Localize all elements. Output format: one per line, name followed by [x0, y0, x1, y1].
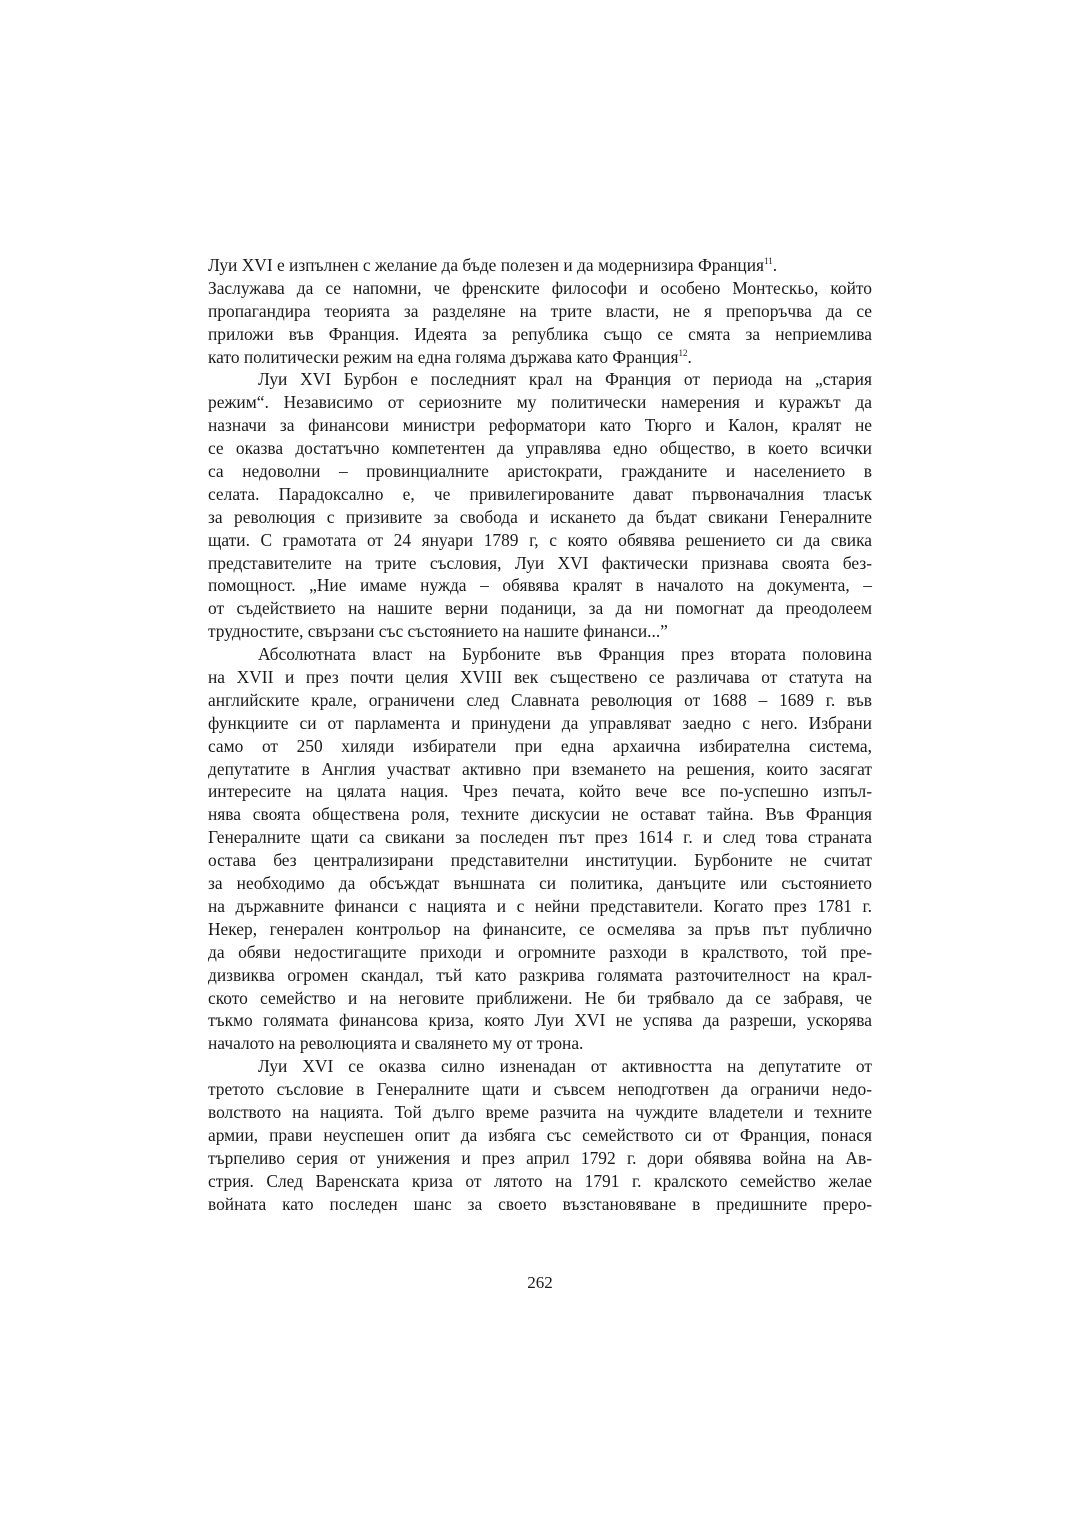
text-line: селата. Парадоксално е, че привилегированите дават първоначалния тласък — [208, 483, 872, 504]
footnote-ref-11[interactable]: 11 — [764, 256, 773, 266]
text-line: за необходимо да обсъждат външната си политика, данъците или състоянието — [208, 873, 872, 894]
text-line: на държавните финанси с нацията и с нейни представители. Когато през 1781 г. — [208, 895, 872, 916]
text-line: Некер, генерален контрольор на финансите, се осмелява за пръв път публично — [208, 918, 872, 939]
text-line: назначи за финансови министри реформатори като Тюрго и Калон, кралят не — [208, 415, 872, 436]
text-line: режим“. Независимо от сериозните му политически намерения и куражът да — [208, 392, 872, 413]
text-line: приложи във Франция. Идеята за република също се смята за неприемлива — [208, 323, 872, 344]
text-line: армии, прави неуспешен опит да избяга със семейството си от Франция, понася — [208, 1124, 872, 1145]
text-line: волството на нацията. Той дълго време разчита на чуждите владетели и техните — [208, 1101, 872, 1122]
text-line: Абсолютната власт на Бурбоните във Франция през втората половина — [258, 644, 872, 665]
text-line: английските крале, ограничени след Славната революция от 1688 – 1689 г. във — [208, 689, 872, 710]
text-line: са недоволни – провинциалните аристократи, гражданите и населението в — [208, 461, 872, 482]
text-line: депутатите в Англия участват активно при вземането на решения, които засягат — [208, 758, 872, 779]
text-line: Луи XVI е изпълнен с желание да бъде полезен и да модернизира Франция$^{11}$. — [208, 255, 778, 275]
footnote-ref-12[interactable]: 12 — [678, 347, 688, 358]
text-line: началото на революцията и свалянето му от трона. — [208, 1033, 584, 1054]
text-line: войната като последен шанс за своето възстановяване в предишните преро- — [208, 1193, 872, 1214]
text-line: интересите на цялата нация. Чрез печата, който вече все по-успешно изпъл- — [208, 781, 872, 802]
text-line: стрия. След Варенската криза от лятото на 1791 г. кралското семейство желае — [208, 1170, 872, 1191]
body-text — [208, 254, 872, 1215]
text-line: функциите си от парламента и принудени да управляват заедно с него. Избрани — [208, 712, 872, 733]
text-line: тъкмо голямата финансова криза, която Луи XVI не успява да разреши, ускорява — [208, 1010, 872, 1031]
text-line: търпеливо серия от унижения и през април 1792 г. дори обявява война на Ав- — [208, 1147, 872, 1168]
text-line: ското семейство и на неговите приближени. Не би трябвало да се забравя, че — [208, 987, 872, 1008]
text-line: Заслужава да се напомни, че френските философи и особено Монтескьо, който — [208, 277, 872, 298]
text-line: остава без централизирани представителни институции. Бурбоните не считат — [208, 850, 872, 871]
text-line: трудностите, свързани със състоянието на нашите финанси...” — [208, 621, 668, 642]
text-line: от съдействието на нашите верни поданици, за да ни помогнат да преодолеем — [208, 598, 872, 619]
text-line: третото съсловие в Генералните щати и съвсем неподготвен да ограничи недо- — [208, 1079, 872, 1100]
text-line: само от 250 хиляди избиратели при една архаична избирателна система, — [208, 735, 872, 756]
text-line: пропагандира теорията за разделяне на трите власти, не я препоръчва да се — [208, 300, 872, 321]
text-line: Луи XVI Бурбон е последният крал на Франция от периода на „стария — [258, 369, 872, 390]
text-line: представителите на трите съсловия, Луи XVI фактически признава своята без- — [208, 552, 872, 573]
text-line: помощност. „Ние имаме нужда – обявява кралят в началото на документа, – — [208, 575, 872, 596]
text-line: Луи XVI се оказва силно изненадан от активността на депутатите от — [258, 1056, 872, 1077]
text-line: да обяви недостигащите приходи и огромните разходи в кралството, той пре- — [208, 941, 872, 962]
page-number: 262 — [527, 1273, 553, 1292]
text-line: дизвиква огромен скандал, тъй като разкрива голямата разточителност на крал- — [208, 964, 872, 985]
text-line: нява своята обществена роля, техните дискусии не остават тайна. Във Франция — [208, 804, 872, 825]
text-line: Генералните щати са свикани за последен път през 1614 г. и след това страната — [208, 827, 872, 848]
text-line: на XVII и през почти целия XVIII век съществено се различава от статута на — [208, 667, 872, 688]
text-line: като политически режим на една голяма държава като Франция$^{12}$. — [208, 346, 692, 367]
text-line: за революция с призивите за свобода и искането да бъдат свикани Генералните — [208, 506, 872, 527]
text-line: се оказва достатъчно компетентен да управлява едно общество, в което всички — [208, 438, 872, 459]
text-line: щати. С грамотата от 24 януари 1789 г, с която обявява решението си да свика — [208, 529, 872, 550]
